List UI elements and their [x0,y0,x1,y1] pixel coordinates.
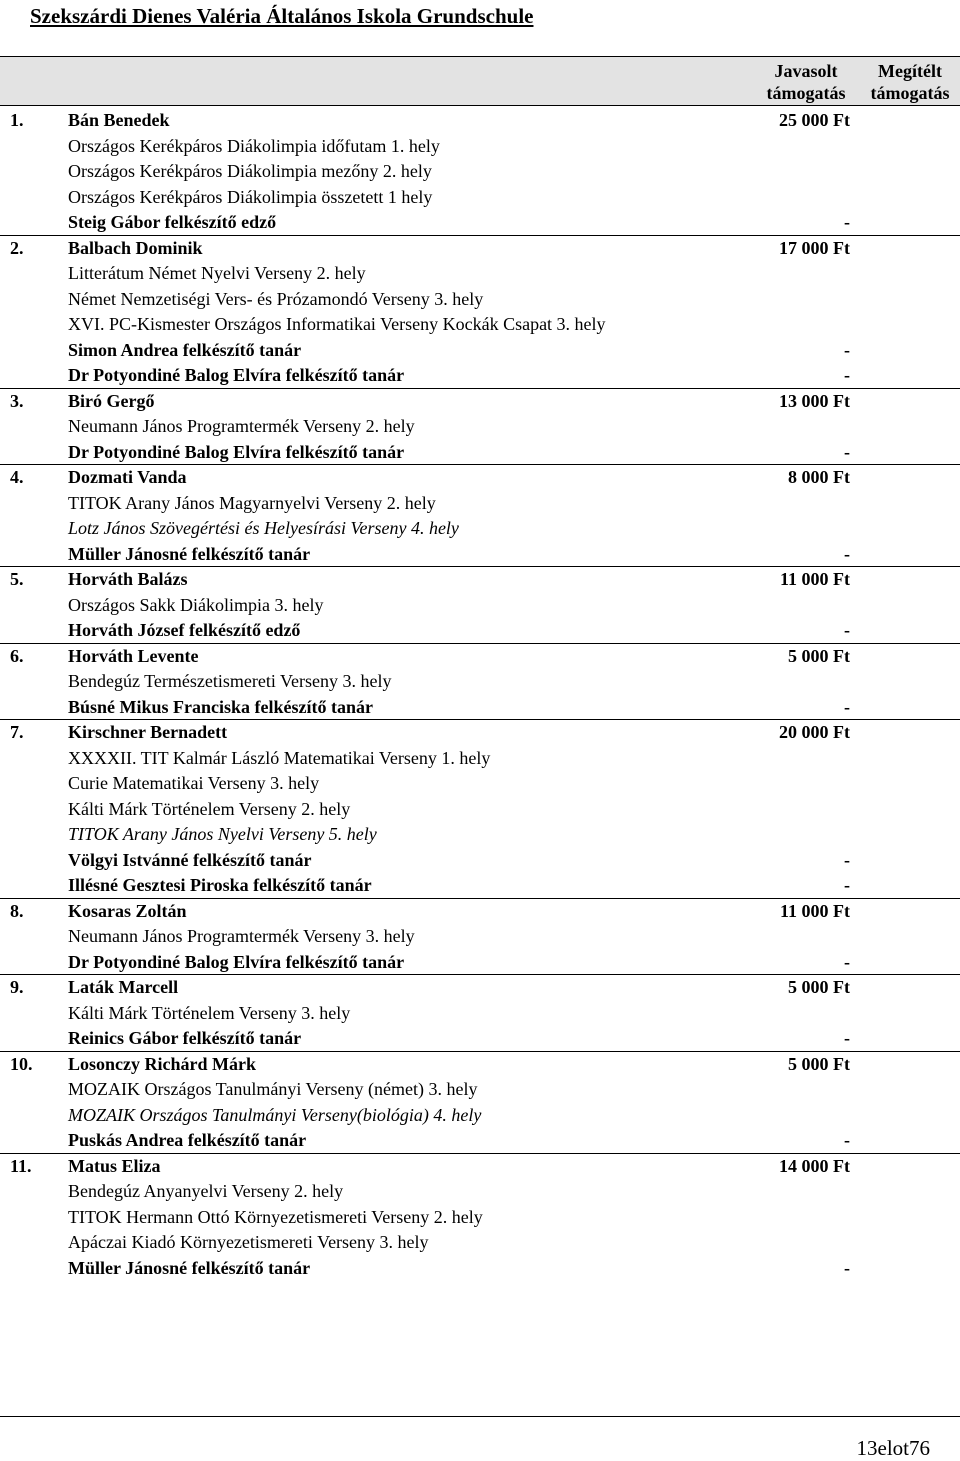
row-text: MOZAIK Országos Tanulmányi Verseny (német) 3. hely [68,1079,478,1099]
row-text: Horváth Balázs [68,569,188,589]
row-amount: - [844,620,850,640]
teacher-row [0,695,960,721]
row-text: Kirschner Bernadett [68,722,228,742]
teacher-row [0,1026,960,1052]
row-number: 8. [10,900,24,921]
row-text: Neumann János Programtermék Verseny 3. hely [68,926,415,946]
row-number: 5. [10,569,24,589]
competition-row [0,593,960,619]
teacher-row [0,210,960,236]
row-number: 9. [10,977,24,997]
row-text: Matus Eliza [68,1155,161,1176]
competition-row [0,414,960,440]
competition-row [0,1001,960,1027]
row-text: Bendegúz Anyanyelvi Verseny 2. hely [68,1181,344,1201]
row-text: Illésné Gesztesi Piroska felkészítő tanár [68,875,372,895]
header-bottom-rule [0,105,960,106]
student-row [0,389,960,415]
column-header-suggested-line-2: támogatás [766,83,846,103]
row-text: Losonczy Richárd Márk [68,1053,256,1074]
row-number: 6. [10,645,24,666]
row-text: Bendegúz Természetismereti Verseny 3. hely [68,671,392,691]
row-text: MOZAIK Országos Tanulmányi Verseny(biológia) 4. hely [68,1104,482,1125]
row-text: Országos Kerékpáros Diákolimpia összetett 1 hely [68,186,433,207]
row-amount: - [844,212,850,232]
student-row [0,899,960,925]
student-row [0,236,960,262]
row-text: Lotz János Szövegértési és Helyesírási Verseny 4. hely [68,518,459,538]
row-text: XVI. PC-Kismester Országos Informatikai Verseny Kockák Csapat 3. hely [68,314,606,334]
competition-row [0,1103,960,1129]
competition-row [0,669,960,695]
column-header-granted-support [862,60,958,104]
row-text: Búsné Mikus Franciska felkészítő tanár [68,696,374,717]
competition-row [0,822,960,848]
row-amount: - [844,1257,850,1278]
teacher-row [0,440,960,466]
row-text: Német Nemzetiségi Vers- és Prózamondó Verseny 3. hely [68,288,484,309]
competition-row [0,797,960,823]
row-amount: 20 000 Ft [779,722,850,742]
row-text: Simon Andrea felkészítő tanár [68,339,302,360]
row-text: Reinics Gábor felkészítő tanár [68,1028,302,1048]
column-header-suggested-support [760,60,852,104]
row-text: Dr Potyondiné Balog Elvíra felkészítő tanár [68,951,405,972]
teacher-row [0,873,960,899]
student-row [0,720,960,746]
competition-row [0,287,960,313]
competition-row [0,1077,960,1103]
row-amount: 17 000 Ft [779,237,850,258]
teacher-row [0,1128,960,1154]
row-amount: 5 000 Ft [788,977,850,997]
row-text: Országos Sakk Diákolimpia 3. hely [68,594,324,615]
row-amount: - [844,543,850,564]
row-text: Puskás Andrea felkészítő tanár [68,1130,307,1150]
row-number: 2. [10,237,24,258]
student-row [0,1052,960,1078]
row-number: 3. [10,390,24,411]
row-text: Curie Matematikai Verseny 3. hely [68,773,320,793]
row-text: Dozmati Vanda [68,467,187,487]
student-row [0,465,960,491]
row-amount: 5 000 Ft [788,645,850,666]
row-amount: - [844,1130,850,1150]
column-header-granted-line-1: Megítélt [878,61,942,81]
row-amount: - [844,696,850,717]
competition-row [0,261,960,287]
student-row [0,567,960,593]
row-amount: - [844,365,850,385]
row-text: Dr Potyondiné Balog Elvíra felkészítő tanár [68,365,405,385]
award-list [0,108,960,1281]
row-text: Kálti Márk Történelem Verseny 3. hely [68,1002,351,1023]
teacher-row [0,848,960,874]
student-row [0,644,960,670]
row-text: Litterátum Német Nyelvi Verseny 2. hely [68,263,366,283]
student-row [0,975,960,1001]
row-amount: - [844,441,850,462]
row-text: Apáczai Kiadó Környezetismereti Verseny 3. hely [68,1232,429,1252]
competition-row [0,1205,960,1231]
row-amount: 13 000 Ft [779,390,850,411]
row-text: Neumann János Programtermék Verseny 2. hely [68,416,415,436]
row-number: 4. [10,467,24,487]
row-amount: - [844,849,850,870]
page-title: Szekszárdi Dienes Valéria Általános Iskola Grundschule [30,4,534,28]
row-text: Völgyi Istvánné felkészítő tanár [68,849,312,870]
row-text: Steig Gábor felkészítő edző [68,212,277,232]
row-amount: 11 000 Ft [780,900,850,921]
row-amount: 8 000 Ft [788,467,850,487]
competition-row [0,312,960,338]
row-number: 7. [10,722,24,742]
teacher-row [0,542,960,568]
row-text: Müller Jánosné felkészítő tanár [68,1257,311,1278]
row-text: Országos Kerékpáros Diákolimpia időfutam 1. hely [68,135,440,156]
row-amount: 25 000 Ft [779,110,850,130]
row-text: Kálti Márk Történelem Verseny 2. hely [68,798,351,819]
row-text: Laták Marcell [68,977,179,997]
row-number: 1. [10,110,24,130]
competition-row [0,134,960,160]
competition-row [0,1230,960,1256]
row-text: TITOK Arany János Magyarnyelvi Verseny 2. hely [68,492,436,513]
column-header-suggested-line-1: Javasolt [774,61,838,81]
row-text: Biró Gergő [68,390,155,411]
row-amount: 14 000 Ft [779,1155,850,1176]
row-number: 11. [10,1155,32,1176]
row-text: Müller Jánosné felkészítő tanár [68,543,311,564]
competition-row [0,771,960,797]
row-text: TITOK Arany János Nyelvi Verseny 5. hely [68,824,377,844]
teacher-row [0,363,960,389]
row-amount: 11 000 Ft [780,569,850,589]
teacher-row [0,1256,960,1282]
competition-row [0,1179,960,1205]
row-amount: - [844,875,850,895]
competition-row [0,185,960,211]
row-text: Országos Kerékpáros Diákolimpia mezőny 2. hely [68,161,432,181]
row-text: Horváth József felkészítő edző [68,620,301,640]
teacher-row [0,950,960,976]
row-text: XXXXII. TIT Kalmár László Matematikai Verseny 1. hely [68,747,491,768]
competition-row [0,924,960,950]
teacher-row [0,338,960,364]
footer-rule [0,1416,960,1417]
teacher-row [0,618,960,644]
row-amount: - [844,339,850,360]
row-number: 10. [10,1053,33,1074]
row-text: Balbach Dominik [68,237,203,258]
row-text: Kosaras Zoltán [68,900,187,921]
student-row [0,1154,960,1180]
row-amount: - [844,1028,850,1048]
competition-row [0,746,960,772]
row-text: Dr Potyondiné Balog Elvíra felkészítő tanár [68,441,405,462]
row-amount: - [844,951,850,972]
row-text: Horváth Levente [68,645,199,666]
header-top-rule [0,56,960,57]
competition-row [0,491,960,517]
page-code: 13elot76 [856,1436,930,1460]
competition-row [0,516,960,542]
row-amount: 5 000 Ft [788,1053,850,1074]
competition-row [0,159,960,185]
column-header-granted-line-2: támogatás [870,83,950,103]
student-row [0,108,960,134]
row-text: TITOK Hermann Ottó Környezetismereti Verseny 2. hely [68,1206,483,1227]
row-text: Bán Benedek [68,110,170,130]
